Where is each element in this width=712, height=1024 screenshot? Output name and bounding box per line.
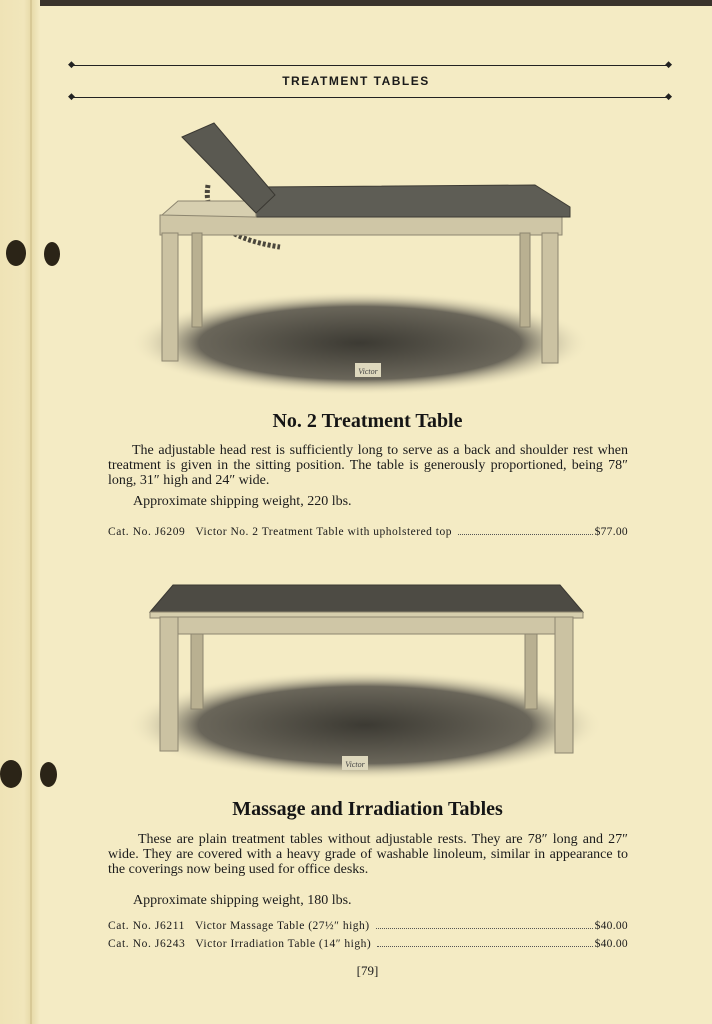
catalog-line — [108, 938, 628, 950]
catalog-price: $77.00 — [594, 526, 628, 538]
catalog-number: Cat. No. J6209 — [108, 526, 186, 538]
leader-dots — [458, 533, 593, 535]
svg-text:Victor: Victor — [358, 367, 378, 376]
binding-fold — [30, 0, 32, 1024]
section-title-treatment: No. 2 Treatment Table — [272, 410, 463, 432]
catalog-description: Victor Massage Table (27½″ high) — [194, 920, 370, 932]
rule-ornament-icon: ◆ — [665, 60, 672, 70]
catalog-price: $40.00 — [594, 938, 628, 950]
rule-ornament-icon: ◆ — [68, 92, 75, 102]
catalog-line — [108, 920, 628, 932]
massage-table-illustration — [125, 575, 605, 790]
massage-shipping-weight: Approximate shipping weight, 180 lbs. — [133, 893, 352, 908]
header-rule-bottom — [68, 92, 672, 102]
section-title-massage: Massage and Irradiation Tables — [232, 798, 503, 820]
catalog-number: Cat. No. J6211 — [108, 920, 185, 932]
catalog-description: Victor Irradiation Table (14″ high) — [195, 938, 372, 950]
treatment-shipping-weight: Approximate shipping weight, 220 lbs. — [133, 494, 352, 509]
massage-description: These are plain treatment tables without adjustable rests. They are 78″ long and 27″ wide. They are covered with a heavy grade of washable linoleum, similar in appearance to the coverings now being used for office desks. — [108, 832, 628, 877]
leader-dots — [376, 927, 593, 929]
header-rule-top — [68, 60, 672, 70]
running-head: TREATMENT TABLES — [282, 74, 430, 88]
catalog-number: Cat. No. J6243 — [108, 938, 186, 950]
leader-dots — [377, 945, 592, 947]
binding-margin — [0, 0, 40, 1024]
rule-ornament-icon: ◆ — [665, 92, 672, 102]
catalog-line — [108, 526, 628, 538]
binder-hole-left-top — [6, 240, 26, 266]
page-top-edge — [0, 0, 712, 6]
binder-hole-left-bottom — [0, 760, 22, 788]
page-number: [79] — [356, 963, 379, 978]
treatment-description: The adjustable head rest is sufficiently long to serve as a back and shoulder rest when treatment is given in the sitting position. The table is generously proportioned, being 78″ long, 31″ high and 24″ wide. — [108, 443, 628, 488]
binder-hole-top — [44, 242, 60, 266]
rule-ornament-icon: ◆ — [68, 60, 75, 70]
binder-hole-bottom — [40, 762, 57, 787]
catalog-description: Victor No. 2 Treatment Table with upholstered top — [195, 526, 453, 538]
svg-text:Victor: Victor — [345, 760, 365, 769]
catalog-price: $40.00 — [594, 920, 628, 932]
treatment-table-illustration — [130, 115, 600, 395]
